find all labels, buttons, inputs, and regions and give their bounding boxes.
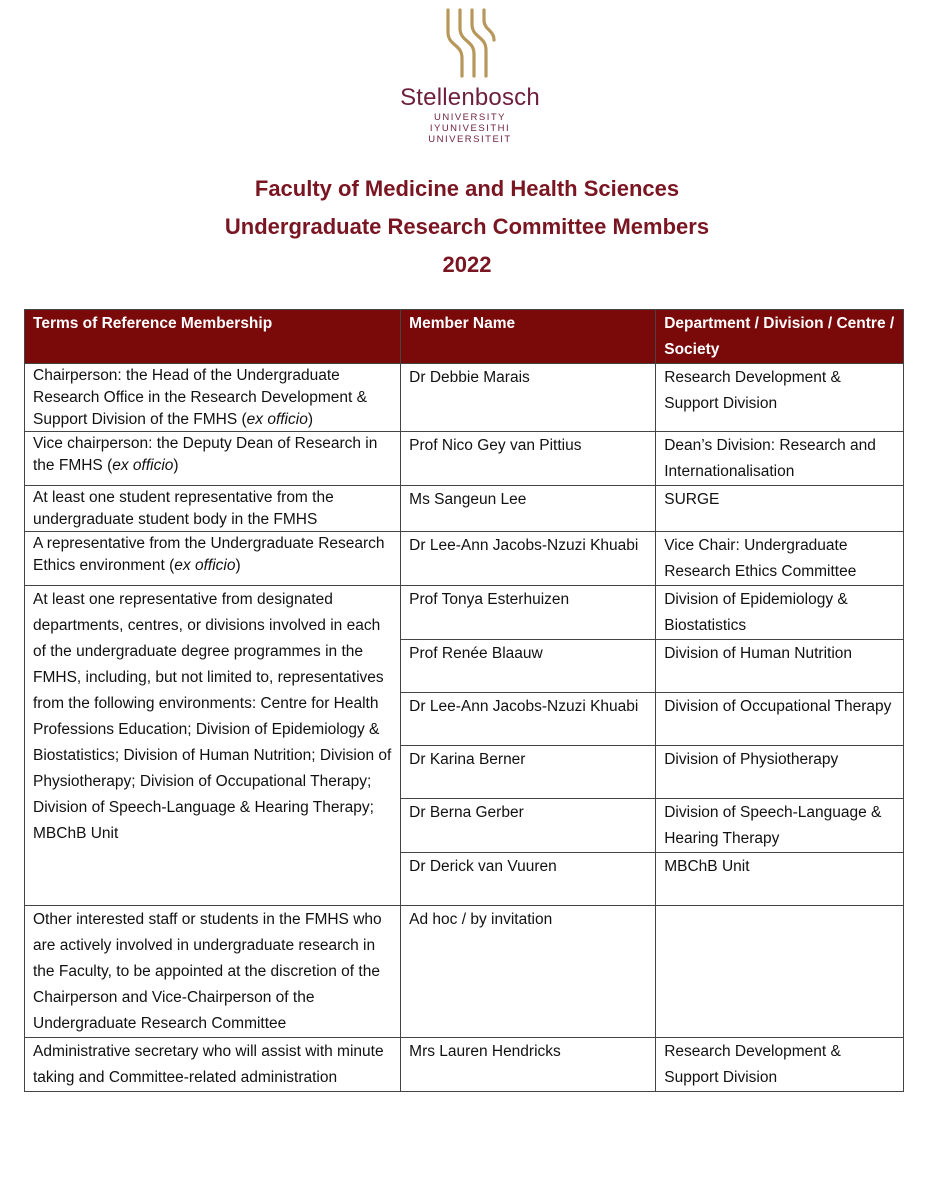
table-row [25, 906, 904, 1038]
header-terms: Terms of Reference Membership [25, 310, 401, 364]
department-cell: Division of Speech-Language & Hearing Therapy [656, 799, 904, 853]
table-row [25, 486, 904, 532]
terms-cell: At least one student representative from the undergraduate student body in the FMHS [25, 486, 401, 532]
member-cell: Prof Tonya Esterhuizen [401, 586, 656, 640]
terms-cell-departmental-reps: At least one representative from designated departments, centres, or divisions involved in each of the undergraduate degree programmes in the FMHS, including, but not limited to, representatives from the following environments: Centre for Health Professions Education; Division of Epidemiology & Biostatistics; Division of Human Nutrition; Division of Physiotherapy; Division of Occupational Therapy; Division of Speech-Language & Hearing Therapy; MBChB Unit [25, 586, 401, 906]
department-cell [656, 906, 904, 1038]
member-cell: Dr Lee-Ann Jacobs-Nzuzi Khuabi [401, 532, 656, 586]
member-cell: Dr Derick van Vuuren [401, 853, 656, 906]
department-cell: Division of Human Nutrition [656, 640, 904, 693]
table-row [25, 532, 904, 586]
department-cell: SURGE [656, 486, 904, 532]
university-logo [380, 6, 560, 156]
table-row [25, 586, 904, 640]
table-row [25, 1038, 904, 1092]
logo-wordmark: Stellenbosch [400, 84, 540, 111]
member-cell: Dr Berna Gerber [401, 799, 656, 853]
logo-subline-2: IYUNIVESITHI [429, 123, 511, 134]
terms-cell: Other interested staff or students in the FMHS who are actively involved in undergraduate research in the Faculty, to be appointed at the discretion of the Chairperson and Vice-Chairperson of the Undergraduate Research Committee [25, 906, 401, 1038]
department-cell: Dean’s Division: Research and Internationalisation [656, 432, 904, 486]
department-cell: Vice Chair: Undergraduate Research Ethics Committee [656, 532, 904, 586]
table-row [25, 364, 904, 432]
logo-subline-1: UNIVERSITY [433, 112, 506, 123]
title-faculty: Faculty of Medicine and Health Sciences [254, 176, 680, 201]
member-cell: Mrs Lauren Hendricks [401, 1038, 656, 1092]
member-cell: Prof Nico Gey van Pittius [401, 432, 656, 486]
title-year: 2022 [442, 252, 492, 277]
department-cell: Research Development & Support Division [656, 1038, 904, 1092]
member-cell: Dr Karina Berner [401, 746, 656, 799]
table-row [25, 432, 904, 486]
stellenbosch-emblem-icon [440, 6, 500, 80]
terms-cell: A representative from the Undergraduate Research Ethics environment (ex officio) [25, 532, 401, 586]
department-cell: Division of Epidemiology & Biostatistics [656, 586, 904, 640]
terms-cell: Vice chairperson: the Deputy Dean of Research in the FMHS (ex officio) [25, 432, 401, 486]
member-cell: Ad hoc / by invitation [401, 906, 656, 1038]
department-cell: MBChB Unit [656, 853, 904, 906]
table-header-row [25, 310, 904, 364]
terms-cell: Administrative secretary who will assist with minute taking and Committee-related administration [25, 1038, 401, 1092]
member-cell: Prof Renée Blaauw [401, 640, 656, 693]
document-title [0, 170, 934, 284]
member-cell: Ms Sangeun Lee [401, 486, 656, 532]
terms-cell: Chairperson: the Head of the Undergraduate Research Office in the Research Development & Support Division of the FMHS (ex officio) [25, 364, 401, 432]
header-department: Department / Division / Centre / Society [656, 310, 904, 364]
header-member: Member Name [401, 310, 656, 364]
department-cell: Research Development & Support Division [656, 364, 904, 432]
members-table [24, 309, 904, 1092]
member-cell: Dr Lee-Ann Jacobs-Nzuzi Khuabi [401, 693, 656, 746]
member-cell: Dr Debbie Marais [401, 364, 656, 432]
title-committee: Undergraduate Research Committee Members [224, 214, 710, 239]
department-cell: Division of Physiotherapy [656, 746, 904, 799]
department-cell: Division of Occupational Therapy [656, 693, 904, 746]
logo-subline-3: UNIVERSITEIT [428, 134, 512, 145]
